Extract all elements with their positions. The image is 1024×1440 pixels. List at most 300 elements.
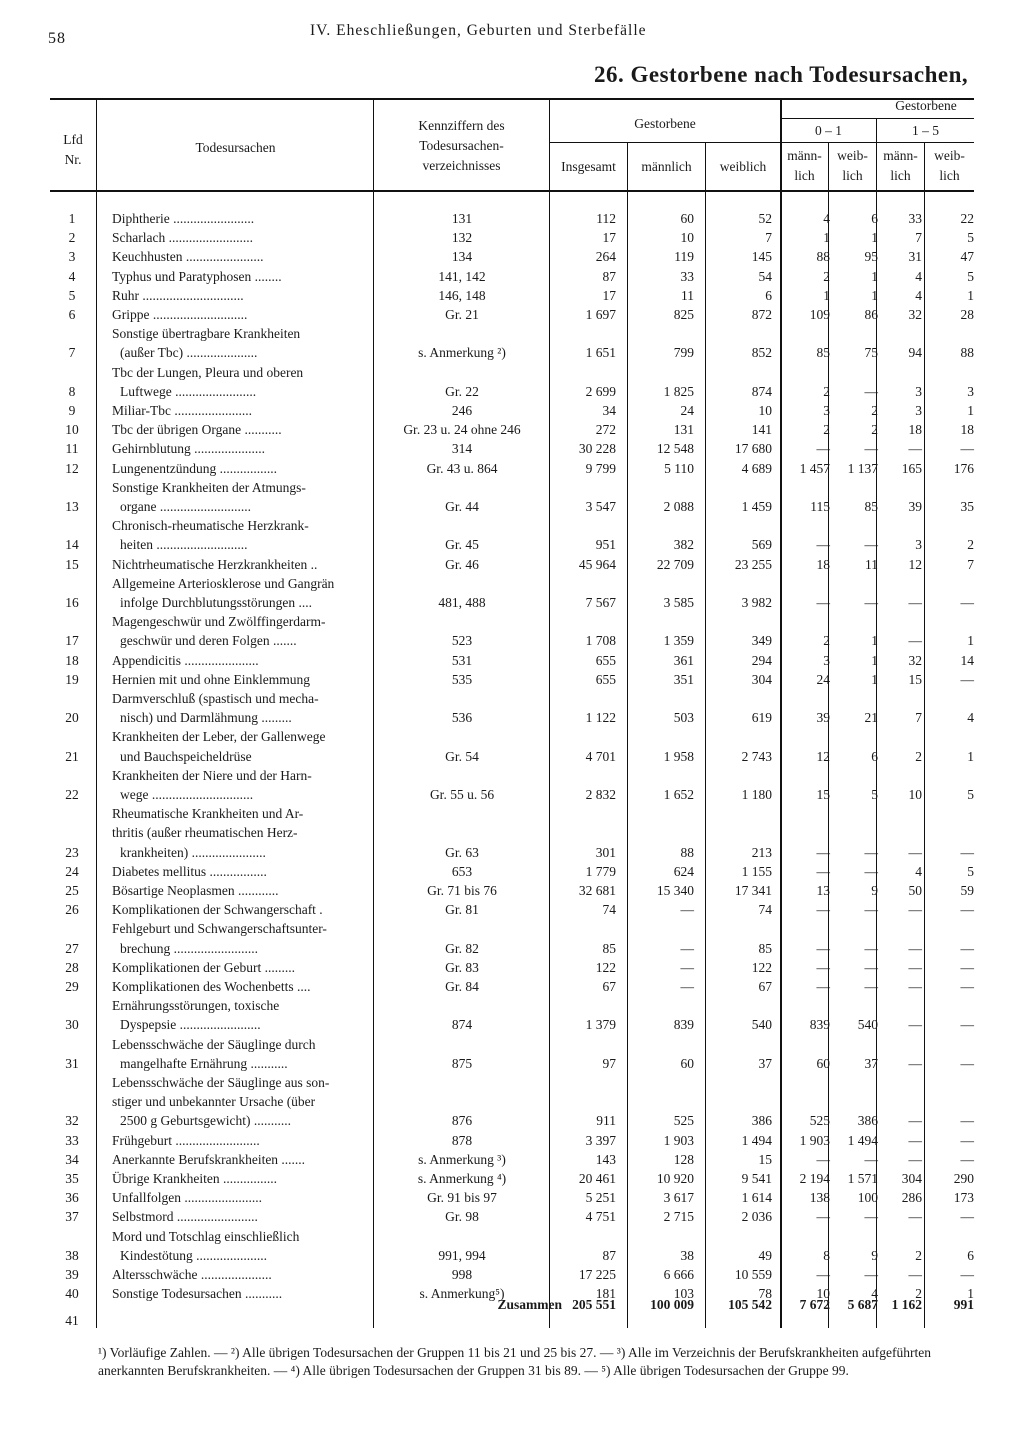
female-deaths: 17 680 <box>734 441 772 457</box>
cause-code: Gr. 46 <box>445 556 479 572</box>
cause-code: 523 <box>451 633 473 649</box>
cause-code: 314 <box>451 441 473 457</box>
female-age-1-5: — <box>960 1017 974 1033</box>
cause-name: Komplikationen des Wochenbetts .... <box>112 979 311 994</box>
cause-name: Miliar-Tbc ....................... <box>112 403 252 418</box>
cause-name: Sonstige Todesursachen ........... <box>112 1286 283 1302</box>
cause-name: Dyspepsie ........................ <box>120 1017 261 1033</box>
male-age-1-5: — <box>908 844 922 860</box>
female-deaths: 304 <box>751 671 772 687</box>
header-lfd: Lfd Nr. <box>63 132 83 167</box>
male-age-0-1: 3 <box>823 652 830 668</box>
male-deaths: 103 <box>673 1286 694 1302</box>
female-age-0-1: 4 <box>871 1286 878 1302</box>
table-row-continuation <box>0 612 1024 631</box>
female-age-1-5: 14 <box>960 652 974 668</box>
cause-code: 146, 148 <box>438 287 486 303</box>
female-age-1-5: — <box>960 959 974 975</box>
female-age-1-5: — <box>960 1113 974 1129</box>
table-row-continuation <box>0 363 1024 382</box>
female-age-1-5: — <box>960 979 974 994</box>
total-deaths: 17 <box>602 287 616 303</box>
total-deaths: 3 397 <box>585 1132 616 1148</box>
cause-name: Nichtrheumatische Herzkrankheiten .. <box>112 556 318 572</box>
cause-name: Tbc der übrigen Organe ........... <box>112 422 282 438</box>
cause-code: 991, 994 <box>438 1247 486 1263</box>
table-row <box>0 900 1024 919</box>
row-number: 6 <box>68 307 76 322</box>
row-number: 39 <box>65 1267 79 1282</box>
female-deaths: 3 982 <box>741 595 772 610</box>
cause-name: Altersschwäche ..................... <box>112 1267 272 1282</box>
cause-name-part: Lebensschwäche der Säuglinge aus son- <box>112 1075 330 1090</box>
female-age-0-1: — <box>864 959 878 975</box>
table-title: 26. Gestorbene nach Todesursachen, <box>594 62 969 87</box>
cause-name: Unfallfolgen ....................... <box>112 1190 262 1206</box>
female-deaths: 122 <box>751 959 772 975</box>
female-deaths: 23 255 <box>734 556 772 572</box>
female-deaths: 1 614 <box>741 1190 772 1206</box>
table-row-continuation <box>0 516 1024 535</box>
table-row <box>0 958 1024 977</box>
male-deaths: 12 548 <box>656 441 694 457</box>
male-deaths: 503 <box>673 710 694 726</box>
table-row <box>0 939 1024 958</box>
female-age-0-1: 37 <box>864 1055 878 1071</box>
male-deaths: 22 709 <box>656 556 694 572</box>
cause-name: Selbstmord ........................ <box>112 1209 258 1225</box>
female-age-1-5: 3 <box>967 383 974 399</box>
row-number: 32 <box>65 1113 79 1129</box>
female-age-0-1: 9 <box>871 1247 878 1263</box>
female-age-1-5: 1 <box>967 1286 974 1302</box>
cause-name-part: Tbc der Lungen, Pleura und oberen <box>112 364 304 380</box>
male-age-0-1: 1 <box>823 230 830 246</box>
male-deaths: 839 <box>673 1017 694 1033</box>
male-age-0-1: 10 <box>816 1286 830 1302</box>
male-deaths: 10 920 <box>656 1171 694 1186</box>
total-deaths: 4 751 <box>585 1209 616 1225</box>
male-deaths: 361 <box>673 652 694 668</box>
header-female-0-1: weib- lich <box>837 148 868 183</box>
cause-code: Gr. 54 <box>445 748 479 764</box>
cause-name: organe ........................... <box>120 499 251 514</box>
female-deaths: 9 541 <box>741 1171 772 1186</box>
cause-name: Hernien mit und ohne Einklemmung <box>112 671 310 687</box>
male-age-1-5: 165 <box>901 460 922 476</box>
table-row-continuation <box>0 478 1024 497</box>
female-age-0-1: 86 <box>864 307 878 322</box>
female-deaths: 78 <box>758 1286 772 1302</box>
female-deaths: 2 743 <box>741 748 772 764</box>
male-age-0-1: 2 <box>823 633 830 649</box>
cause-code: 536 <box>451 710 473 726</box>
table-row <box>0 1015 1024 1034</box>
female-deaths: 1 459 <box>741 499 772 514</box>
page-number: 58 <box>48 30 66 47</box>
row-number: 12 <box>65 460 79 476</box>
cause-name: Keuchhusten ....................... <box>112 249 264 265</box>
table-row <box>0 1111 1024 1130</box>
total-deaths: 1 379 <box>585 1017 616 1033</box>
total-deaths: 32 681 <box>578 883 616 898</box>
cause-name: Übrige Krankheiten ................ <box>112 1171 277 1186</box>
total-row-number-line <box>0 1311 1024 1330</box>
female-deaths: 54 <box>758 268 772 284</box>
female-age-0-1: 21 <box>864 710 878 726</box>
cause-name: 2500 g Geburtsgewicht) ........... <box>120 1113 291 1129</box>
cause-name: Gehirnblutung ..................... <box>112 441 265 457</box>
row-number: 28 <box>65 959 79 975</box>
table-row-continuation <box>0 689 1024 708</box>
row-number: 5 <box>68 287 76 303</box>
total-deaths: 4 701 <box>585 748 616 764</box>
male-age-0-1: 2 <box>823 268 830 284</box>
table-row-continuation <box>0 996 1024 1015</box>
table-row <box>0 785 1024 804</box>
table-row <box>0 977 1024 996</box>
header-total: Insgesamt <box>561 159 616 174</box>
female-deaths: 85 <box>758 940 772 956</box>
male-age-1-5: — <box>908 1151 922 1167</box>
cause-name-part: Krankheiten der Niere und der Harn- <box>112 767 312 783</box>
cause-name: krankheiten) ...................... <box>120 844 266 860</box>
cause-name: (außer Tbc) ..................... <box>120 345 258 361</box>
male-age-1-5: 4 <box>915 287 922 303</box>
female-deaths: 145 <box>751 249 772 265</box>
table-row <box>0 439 1024 458</box>
cause-code: Gr. 63 <box>445 844 479 860</box>
table-row <box>0 401 1024 420</box>
cause-code: Gr. 81 <box>445 902 479 918</box>
male-age-1-5: 1 162 <box>891 1297 922 1313</box>
female-deaths: 619 <box>751 710 772 726</box>
cause-name-part: Mord und Totschlag einschließlich <box>112 1228 300 1244</box>
male-age-0-1: — <box>816 441 830 457</box>
cause-name-part: Rheumatische Krankheiten und Ar- <box>112 806 304 822</box>
total-deaths: 112 <box>596 211 616 226</box>
male-deaths: 624 <box>673 863 694 879</box>
table-row <box>0 497 1024 516</box>
male-deaths: 1 903 <box>663 1132 694 1148</box>
row-number: 3 <box>68 249 76 265</box>
cause-code: 876 <box>451 1113 473 1129</box>
table-row <box>0 1054 1024 1073</box>
male-age-0-1: 88 <box>816 249 830 265</box>
female-deaths: 67 <box>758 979 772 994</box>
female-age-0-1: 85 <box>864 499 878 514</box>
cause-name: Luftwege ........................ <box>120 383 257 399</box>
female-deaths: 872 <box>751 307 772 322</box>
table-row <box>0 1207 1024 1226</box>
male-deaths: 5 110 <box>664 460 694 476</box>
table-row <box>0 535 1024 554</box>
footnotes: ¹) Vorläufige Zahlen. — ²) Alle übrigen Todesursachen der Gruppen 11 bis 21 und 25 bis 27. — ³) Alle im Verzeichnis der Berufskrankheiten aufgeführten anerkannten Berufskrankheiten. — ⁴) Alle übrigen Todesursachen der Gruppen 31 bis 89. — ⁵) Alle übrigen Todesursachen der Gruppe 99. <box>98 1345 931 1378</box>
male-age-1-5: — <box>908 633 922 649</box>
cause-name-part: thritis (außer rheumatischen Herz- <box>112 825 298 841</box>
female-age-0-1: 540 <box>857 1017 878 1033</box>
female-age-1-5: — <box>960 844 974 860</box>
total-deaths: 264 <box>595 249 616 265</box>
female-deaths: 213 <box>751 844 772 860</box>
female-age-0-1: 6 <box>871 211 878 226</box>
cause-name: und Bauchspeicheldrüse <box>120 748 252 764</box>
cause-name: Frühgeburt ......................... <box>112 1132 260 1148</box>
female-age-0-1: 6 <box>871 748 878 764</box>
female-age-0-1: 1 <box>871 268 878 284</box>
cause-code: 535 <box>451 671 473 687</box>
female-age-1-5: 22 <box>960 211 974 226</box>
female-age-1-5: — <box>960 1132 974 1148</box>
female-age-1-5: 5 <box>967 230 974 246</box>
row-number: 25 <box>65 883 79 898</box>
total-deaths: 1 779 <box>585 863 616 879</box>
male-age-0-1: 3 <box>823 403 830 418</box>
row-number: 13 <box>65 499 79 514</box>
male-age-0-1: — <box>816 1151 830 1167</box>
male-age-1-5: 15 <box>908 671 922 687</box>
table-row <box>0 286 1024 305</box>
male-age-0-1: 85 <box>816 345 830 361</box>
male-age-0-1: 2 194 <box>799 1171 830 1186</box>
cause-name: Appendicitis ...................... <box>112 652 259 668</box>
female-age-1-5: — <box>960 1267 974 1282</box>
female-deaths: 1 155 <box>741 863 772 879</box>
table-row <box>0 247 1024 266</box>
total-deaths: 951 <box>595 537 616 553</box>
header-bottom-rule <box>50 190 974 192</box>
male-age-0-1: 60 <box>816 1055 830 1071</box>
table-row <box>0 382 1024 401</box>
female-deaths: 10 <box>758 403 772 418</box>
male-age-1-5: 31 <box>908 249 922 265</box>
female-age-1-5: 4 <box>967 710 974 726</box>
female-age-0-1: — <box>864 844 878 860</box>
female-age-0-1: 386 <box>857 1113 878 1129</box>
male-age-1-5: 12 <box>908 556 922 572</box>
total-deaths: 45 964 <box>578 556 616 572</box>
cause-code: Gr. 98 <box>445 1209 479 1225</box>
female-age-0-1: — <box>864 595 878 610</box>
female-age-0-1: 100 <box>857 1190 878 1206</box>
table-row <box>0 459 1024 478</box>
total-deaths: 20 461 <box>578 1171 616 1186</box>
cause-name: infolge Durchblutungsstörungen .... <box>120 595 312 610</box>
male-age-0-1: — <box>816 902 830 918</box>
cause-name: geschwür und deren Folgen ....... <box>120 633 297 649</box>
cause-name: Ruhr .............................. <box>112 287 244 303</box>
male-age-1-5: 32 <box>908 652 922 668</box>
female-deaths: 17 341 <box>734 883 772 898</box>
running-head: IV. Eheschließungen, Geburten und Sterbefälle <box>310 22 647 39</box>
male-age-0-1: — <box>816 537 830 553</box>
male-age-0-1: 1 903 <box>799 1132 830 1148</box>
cause-name-part: Ernährungsstörungen, toxische <box>112 998 280 1014</box>
male-age-1-5: — <box>908 595 922 610</box>
female-age-1-5: 28 <box>960 307 974 322</box>
cause-name: mangelhafte Ernährung ........... <box>120 1055 288 1071</box>
female-age-1-5: 991 <box>953 1297 974 1313</box>
cause-code: 878 <box>451 1132 473 1148</box>
male-age-0-1: 1 457 <box>799 460 830 476</box>
total-deaths: 181 <box>595 1286 616 1302</box>
row-number: 35 <box>65 1171 79 1186</box>
cause-name: Komplikationen der Schwangerschaft . <box>112 902 323 918</box>
male-deaths: — <box>680 979 694 994</box>
cause-code: Gr. 91 bis 97 <box>427 1190 497 1206</box>
cause-name: Typhus und Paratyphosen ........ <box>112 268 282 284</box>
table-row-continuation <box>0 1092 1024 1111</box>
male-deaths: 11 <box>681 287 694 303</box>
header-cause: Todesursachen <box>195 140 276 155</box>
male-age-1-5: 4 <box>915 863 922 879</box>
header-age-1-5: 1 – 5 <box>912 123 939 138</box>
female-age-0-1: 1 <box>871 671 878 687</box>
female-age-1-5: 6 <box>967 1247 974 1263</box>
cause-code: Gr. 82 <box>445 940 479 956</box>
male-age-1-5: — <box>908 441 922 457</box>
male-age-1-5: — <box>908 940 922 956</box>
male-deaths: 60 <box>680 211 694 226</box>
male-deaths: 1 958 <box>663 748 694 764</box>
male-age-0-1: 839 <box>809 1017 830 1033</box>
row-number: 23 <box>65 844 79 860</box>
male-age-0-1: — <box>816 1267 830 1282</box>
female-age-0-1: 2 <box>871 403 878 418</box>
male-deaths: 24 <box>680 403 694 418</box>
header-rule-age <box>780 118 974 119</box>
total-deaths: 2 699 <box>585 383 616 399</box>
table-row <box>0 631 1024 650</box>
female-age-0-1: 75 <box>864 345 878 361</box>
table-row-continuation <box>0 324 1024 343</box>
table-row <box>0 305 1024 324</box>
male-age-0-1: 13 <box>816 883 830 898</box>
total-deaths: 655 <box>595 671 616 687</box>
total-deaths: 655 <box>595 652 616 668</box>
total-deaths: 1 122 <box>585 710 616 726</box>
female-age-0-1: 1 <box>871 230 878 246</box>
male-age-0-1: — <box>816 979 830 994</box>
female-age-1-5: 5 <box>967 863 974 879</box>
female-age-1-5: 290 <box>953 1171 974 1186</box>
male-age-1-5: 304 <box>901 1171 922 1186</box>
male-deaths: — <box>680 902 694 918</box>
male-age-0-1: 138 <box>809 1190 830 1206</box>
total-deaths: 17 <box>602 230 616 246</box>
total-deaths: 143 <box>595 1151 616 1167</box>
female-age-1-5: — <box>960 1055 974 1071</box>
header-male: männlich <box>641 159 692 174</box>
male-age-1-5: 4 <box>915 268 922 284</box>
male-deaths: 525 <box>673 1113 694 1129</box>
table-row <box>0 881 1024 900</box>
female-age-0-1: — <box>864 940 878 956</box>
table-row <box>0 228 1024 247</box>
female-age-1-5: 1 <box>967 748 974 764</box>
cause-name: heiten ........................... <box>120 537 248 553</box>
cause-code: Gr. 55 u. 56 <box>429 787 495 802</box>
table-row <box>0 670 1024 689</box>
cause-code: 246 <box>451 403 473 418</box>
female-deaths: 4 689 <box>741 460 772 476</box>
female-age-1-5: — <box>960 671 974 687</box>
row-number: 37 <box>65 1209 79 1225</box>
row-number: 15 <box>65 556 79 572</box>
table-row <box>0 343 1024 362</box>
row-number: 36 <box>65 1190 79 1206</box>
male-age-0-1: 4 <box>823 211 830 226</box>
male-age-1-5: — <box>908 902 922 918</box>
row-number: 31 <box>65 1055 79 1071</box>
row-number: 30 <box>65 1017 79 1033</box>
table-row-continuation <box>0 574 1024 593</box>
table-row-continuation <box>0 1227 1024 1246</box>
total-deaths: 3 547 <box>585 499 616 514</box>
total-deaths: 7 567 <box>585 595 616 610</box>
cause-name-part: Chronisch-rheumatische Herzkrank- <box>112 518 309 534</box>
female-age-0-1: 5 687 <box>847 1297 878 1313</box>
female-deaths: 49 <box>758 1247 772 1263</box>
female-deaths: 7 <box>765 230 772 246</box>
male-deaths: 128 <box>673 1151 694 1167</box>
male-age-1-5: — <box>908 959 922 975</box>
table-row <box>0 862 1024 881</box>
header-female-1-5: weib- lich <box>934 148 965 183</box>
cause-name: brechung ......................... <box>120 940 258 956</box>
table-row <box>0 1246 1024 1265</box>
male-age-1-5: 3 <box>915 403 922 418</box>
female-deaths: 874 <box>751 383 772 399</box>
male-age-0-1: — <box>816 940 830 956</box>
row-number: 22 <box>65 787 79 802</box>
cause-code: s. Anmerkung⁵) <box>419 1286 505 1302</box>
female-age-0-1: 5 <box>871 787 878 802</box>
female-age-0-1: 11 <box>865 556 878 572</box>
cause-code: 531 <box>451 652 473 668</box>
cause-code: s. Anmerkung ⁴) <box>417 1171 507 1186</box>
male-age-0-1: 15 <box>816 787 830 802</box>
header-died-age: Gestorbene <box>895 98 957 113</box>
female-age-0-1: 1 <box>871 652 878 668</box>
header-male-0-1: männ- lich <box>787 148 822 183</box>
male-deaths: 100 009 <box>650 1297 694 1313</box>
total-label: Zusammen <box>497 1297 562 1313</box>
male-deaths: 825 <box>673 307 694 322</box>
table-row-continuation <box>0 804 1024 823</box>
male-deaths: 351 <box>673 671 694 687</box>
cause-code: 134 <box>451 249 473 265</box>
male-deaths: 1 652 <box>663 787 694 802</box>
male-deaths: 15 340 <box>656 883 694 898</box>
row-number: 19 <box>65 671 79 687</box>
total-deaths: 1 708 <box>585 633 616 649</box>
table-row <box>0 593 1024 612</box>
male-age-1-5: 2 <box>915 748 922 764</box>
row-number: 8 <box>68 383 76 399</box>
cause-code: Gr. 83 <box>445 959 479 975</box>
male-age-1-5: 94 <box>908 345 922 361</box>
row-number: 27 <box>65 940 79 956</box>
table-row <box>0 1131 1024 1150</box>
table-row <box>0 843 1024 862</box>
male-age-1-5: 7 <box>915 230 922 246</box>
female-age-1-5: — <box>960 595 974 610</box>
table-row <box>0 1169 1024 1188</box>
total-deaths: 97 <box>602 1055 616 1071</box>
male-age-1-5: 18 <box>908 422 922 438</box>
male-age-0-1: 24 <box>816 671 830 687</box>
